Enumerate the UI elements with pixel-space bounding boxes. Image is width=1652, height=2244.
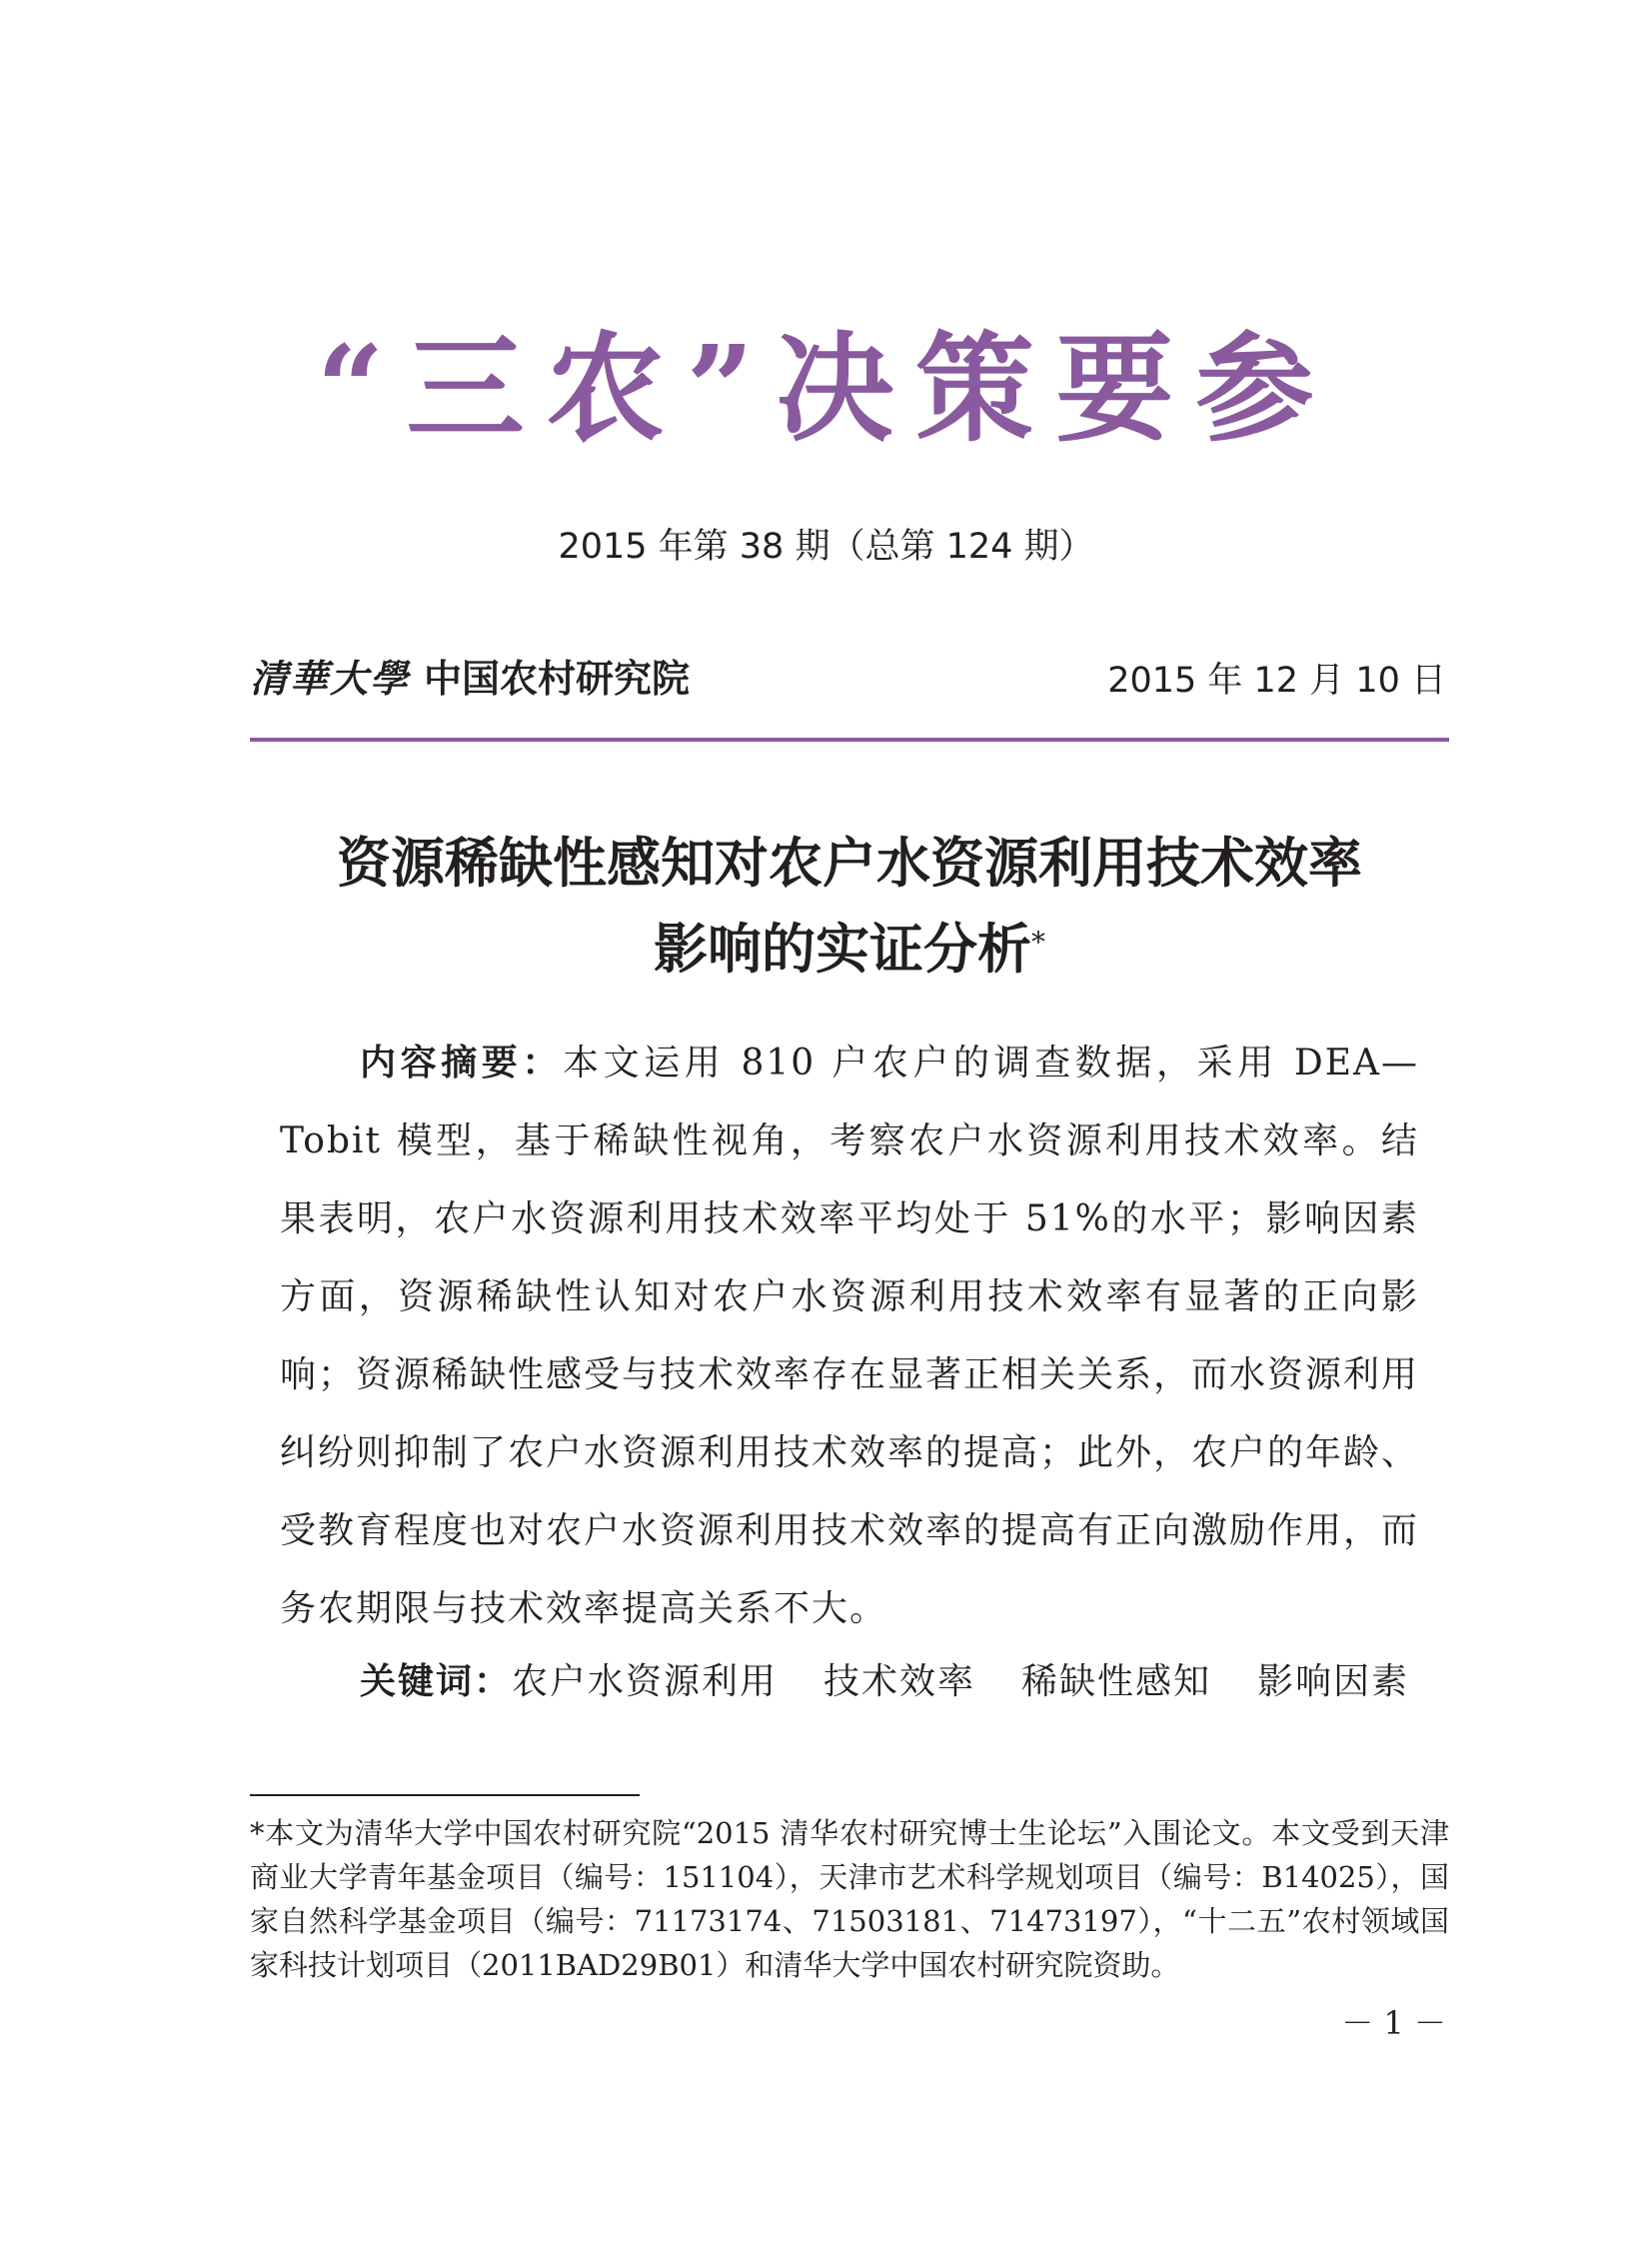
issue-number: 2015 年第 38 期（总第 124 期） <box>558 527 1094 567</box>
footnote-divider <box>250 1794 640 1796</box>
article-title-line-1: 资源稀缺性感知对农户水资源利用技术效率 <box>337 831 1362 895</box>
keyword: 影响因素 <box>1257 1661 1410 1702</box>
article-title-line-2 <box>250 906 1449 992</box>
abstract-label: 内容摘要： <box>360 1043 563 1084</box>
keywords-label: 关键词： <box>360 1661 513 1702</box>
institute-name: 中国农村研究院 <box>424 657 691 701</box>
keyword: 技术效率 <box>824 1661 976 1702</box>
publisher <box>250 656 691 701</box>
publication-date: 2015 年 12 月 10 日 <box>1107 661 1446 701</box>
university-logo-text: 清華大學 <box>250 656 411 701</box>
article-title <box>250 820 1449 992</box>
footnote-marker: * <box>1031 926 1045 959</box>
keyword: 农户水资源利用 <box>512 1661 779 1702</box>
masthead-title: “三农”决策要参 <box>316 319 1336 458</box>
page-number: － 1 － <box>1341 2004 1446 2042</box>
header-divider <box>250 738 1449 742</box>
abstract <box>280 1025 1419 1648</box>
keywords <box>360 1643 1419 1721</box>
footnote: *本文为清华大学中国农村研究院“2015 清华农村研究博士生论坛”入围论文。本文受到天津商业大学青年基金项目（编号：151104），天津市艺术科学规划项目（编号：B14025），国家自然科学基金项目（编号：71173174、71503181、71473197），“十二五”农村领域国家科技计划项目（2011BAD29B01）和清华大学中国农村研究院资助。 <box>250 1816 1449 1982</box>
abstract-text: 本文运用 810 户农户的调查数据，采用 DEA—Tobit 模型，基于稀缺性视角，考察农户水资源利用技术效率。结果表明，农户水资源利用技术效率平均处于 51%的水平；影响因素方面，资源稀缺性认知对农户水资源利用技术效率有显著的正向影响；资源稀缺性感受与技术效率存在显著正相关关系，而水资源利用纠纷则抑制了农户水资源利用技术效率的提高；此外，农户的年龄、受教育程度也对农户水资源利用技术效率的提高有正向激励作用，而务农期限与技术效率提高关系不大。 <box>280 1043 1420 1629</box>
keyword: 稀缺性感知 <box>1021 1661 1212 1702</box>
article-title-line-2-text: 影响的实证分析 <box>654 917 1031 981</box>
